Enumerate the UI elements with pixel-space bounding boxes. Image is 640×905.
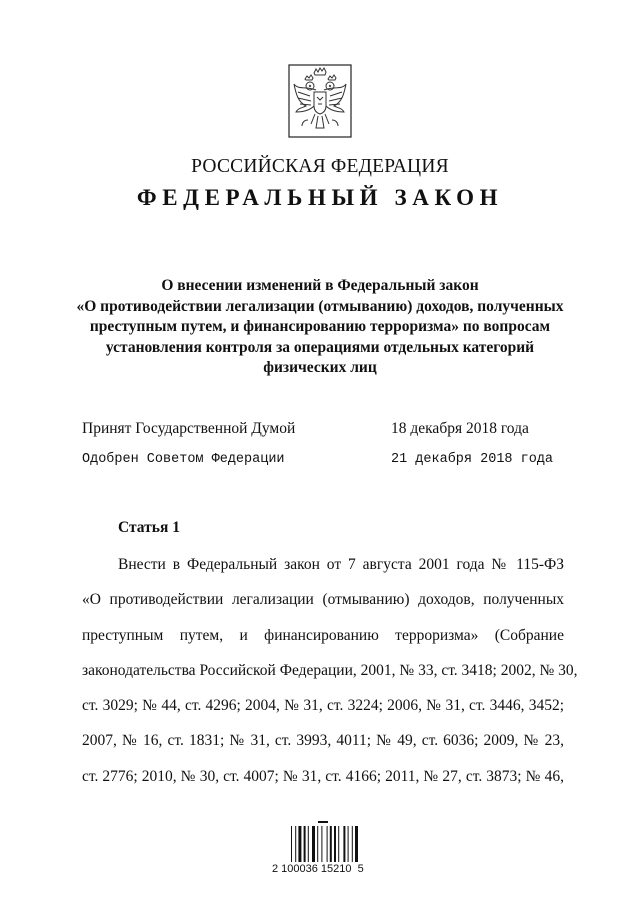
article-line: ст. 3029; № 44, ст. 4296; 2004, № 31, ст. 3224; 2006, № 31, ст. 3446, 3452; [82, 697, 564, 715]
duma-adoption-label: Принят Государственной Думой [82, 420, 296, 437]
russian-coat-of-arms-icon [288, 64, 352, 138]
law-title-line: «О противодействии легализации (отмыванию) доходов, полученных [76, 297, 564, 315]
law-title-line: установления контроля за операциями отдельных категорий [105, 338, 535, 356]
article-line: 2007, № 16, ст. 1831; № 31, ст. 3993, 4011; № 49, ст. 6036; 2009, № 23, [82, 732, 564, 750]
law-title-line: преступным путем, и финансированию терроризма» по вопросам [89, 318, 551, 335]
duma-adoption-date: 18 декабря 2018 года [391, 420, 529, 437]
article-line: преступным путем, и финансированию терроризма» (Собрание [82, 626, 564, 644]
article-line: «О противодействии легализации (отмыванию) доходов, полученных [82, 591, 564, 609]
council-approval-date: 21 декабря 2018 года [391, 452, 554, 467]
law-title [60, 276, 580, 379]
council-approval-label: Одобрен Советом Федерации [82, 452, 285, 467]
document-type: ФЕДЕРАЛЬНЫЙ ЗАКОН [136, 185, 504, 210]
article-heading: Статья 1 [118, 519, 180, 536]
barcode-icon [290, 820, 362, 862]
law-title-line: О внесении изменений в Федеральный закон [161, 277, 479, 294]
country-name: РОССИЙСКАЯ ФЕДЕРАЦИЯ [191, 156, 449, 177]
article-line: ст. 2776; 2010, № 30, ст. 4007; № 31, ст. 4166; 2011, № 27, ст. 3873; № 46, [82, 767, 564, 785]
article-body [82, 553, 578, 800]
barcode-number: 2 100036 15210 5 [272, 863, 364, 875]
article-line: Внести в Федеральный закон от 7 августа 2001 года № 115-ФЗ [118, 556, 564, 573]
article-line: законодательства Российской Федерации, 2001, № 33, ст. 3418; 2002, № 30, [82, 661, 578, 679]
law-title-line: физических лиц [263, 359, 377, 376]
